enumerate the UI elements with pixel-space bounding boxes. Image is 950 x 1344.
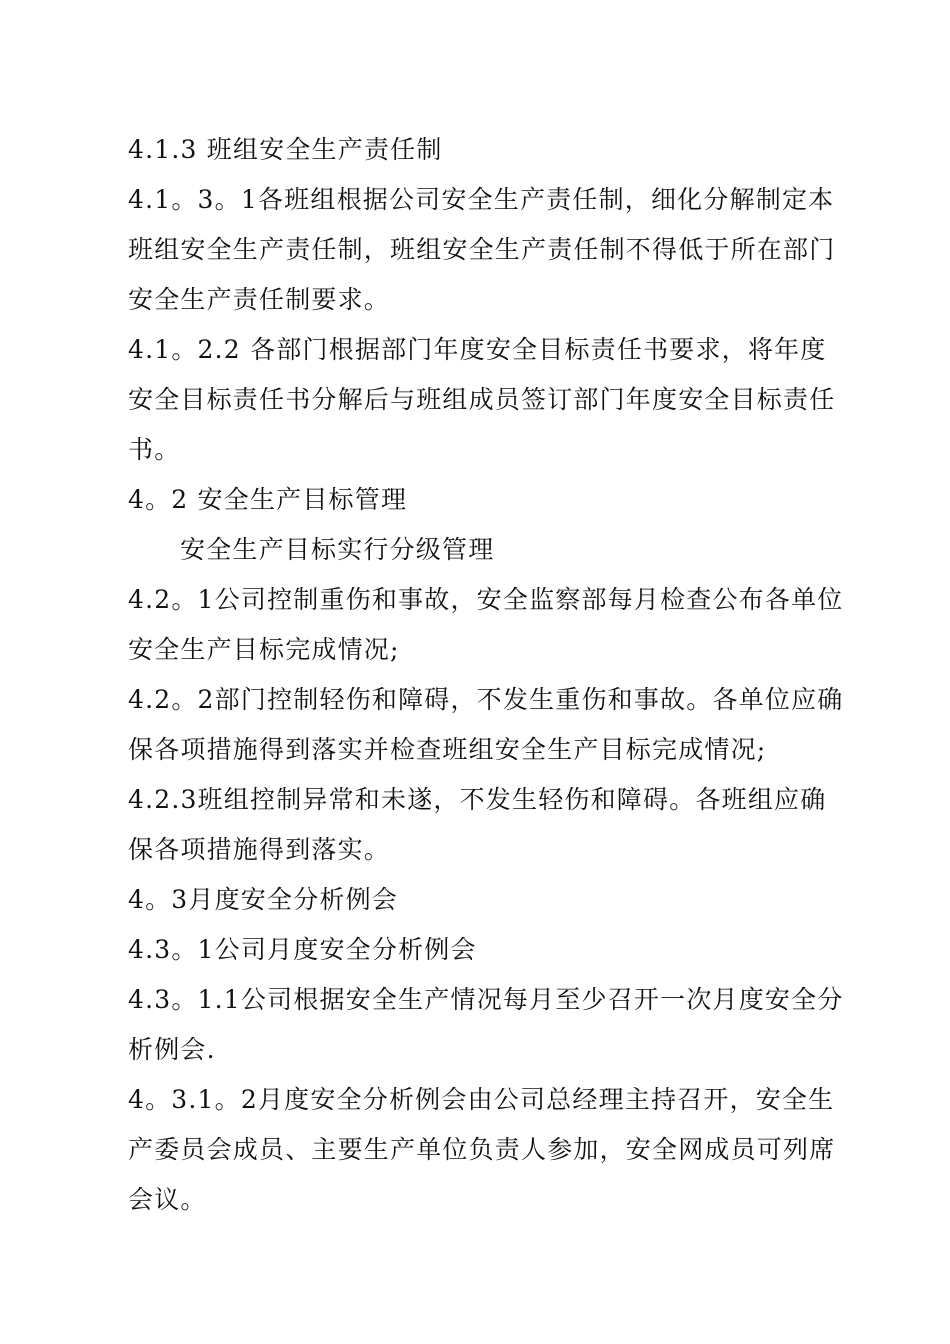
paragraph-line: 产委员会成员、主要生产单位负责人参加，安全网成员可列席 [128,1135,836,1164]
paragraph-line: 安全目标责任书分解后与班组成员签订部门年度安全目标责任 [128,385,836,414]
paragraph-line: 4.2.3班组控制异常和未遂，不发生轻伤和障碍。各班组应确 [128,785,827,814]
paragraph-line: 安全生产目标完成情况; [128,635,400,664]
paragraph-line: 会议。 [128,1185,207,1214]
paragraph-line: 保各项措施得到落实。 [128,835,391,864]
heading-4-1-3: 4.1.3 班组安全生产责任制 [128,135,443,164]
paragraph-line: 班组安全生产责任制，班组安全生产责任制不得低于所在部门 [128,235,836,264]
paragraph-line: 4.1。2.2 各部门根据部门年度安全目标责任书要求，将年度 [128,335,827,364]
paragraph-line: 书。 [128,435,181,464]
paragraph-line: 保各项措施得到落实并检查班组安全生产目标完成情况; [128,735,767,764]
heading-4-2: 4。2 安全生产目标管理 [128,485,408,514]
paragraph-line: 安全生产责任制要求。 [128,285,391,314]
heading-4-3: 4。3月度安全分析例会 [128,885,399,914]
paragraph-line: 析例会. [128,1035,216,1064]
paragraph-line: 4。3.1。2月度安全分析例会由公司总经理主持召开，安全生 [128,1085,835,1114]
paragraph-line: 4.3。1.1公司根据安全生产情况每月至少召开一次月度安全分 [128,985,844,1014]
paragraph-line: 4.2。2部门控制轻伤和障碍，不发生重伤和事故。各单位应确 [128,685,844,714]
paragraph-line: 4.1。3。1各班组根据公司安全生产责任制，细化分解制定本 [128,185,835,214]
heading-4-3-1: 4.3。1公司月度安全分析例会 [128,935,477,964]
indented-paragraph-line: 安全生产目标实行分级管理 [180,535,495,564]
paragraph-line: 4.2。1公司控制重伤和事故，安全监察部每月检查公布各单位 [128,585,844,614]
